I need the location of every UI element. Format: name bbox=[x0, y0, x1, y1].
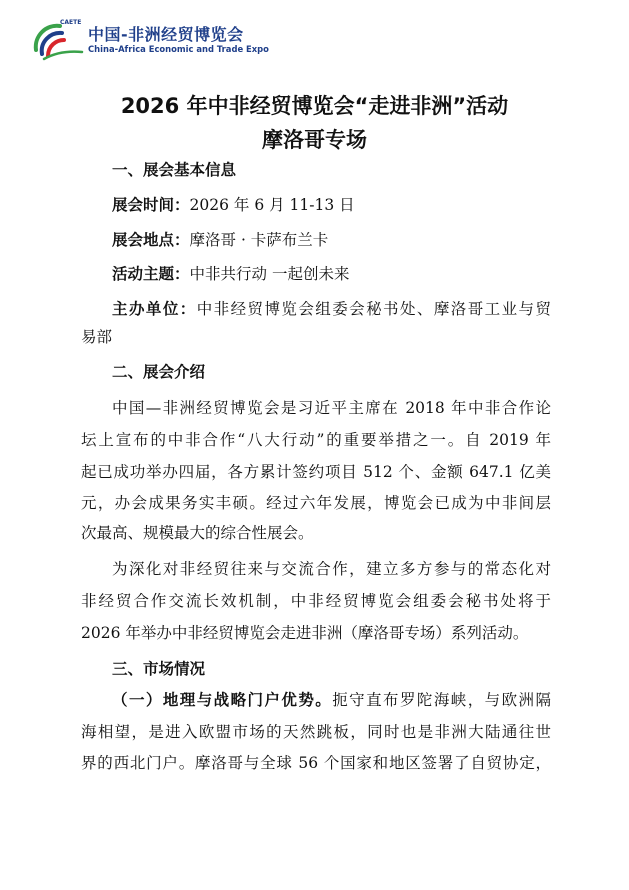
page-title: 2026 年中非经贸博览会“走进非洲”活动 bbox=[120, 94, 509, 118]
section-heading-market: 三、市场情况 bbox=[112, 660, 206, 678]
paragraph-line: 非经贸合作交流长效机制，中非经贸博览会组委会秘书处将于 bbox=[81, 592, 551, 610]
info-label: 主办单位： bbox=[112, 300, 197, 318]
paragraph-line: 坛上宣布的中非合作“八大行动”的重要举措之一。自 2019 年 bbox=[81, 431, 551, 449]
paragraph-line bbox=[112, 690, 551, 710]
info-label: 展会时间： bbox=[112, 196, 190, 214]
paragraph-line: 海相望，是进入欧盟市场的天然跳板，同时也是非洲大陆通往世 bbox=[81, 723, 551, 741]
info-value: 中非共行动 一起创未来 bbox=[189, 265, 350, 283]
info-value-continued: 易部 bbox=[81, 328, 113, 346]
paragraph-text: 扼守直布罗陀海峡，与欧洲隔 bbox=[332, 691, 551, 709]
info-label: 活动主题： bbox=[112, 265, 190, 283]
paragraph-line: 为深化对非经贸往来与交流合作，建立多方参与的常态化对 bbox=[112, 560, 551, 578]
sub-heading-geography: （一）地理与战略门户优势。 bbox=[112, 691, 333, 709]
paragraph-line: 次最高、规模最大的综合性展会。 bbox=[81, 524, 314, 542]
info-value: 2026 年 6 月 11-13 日 bbox=[189, 196, 355, 214]
info-label: 展会地点： bbox=[112, 231, 190, 249]
page-subtitle: 摩洛哥专场 bbox=[262, 128, 367, 152]
paragraph-line: 起已成功举办四届，各方累计签约项目 512 个、金额 647.1 亿美 bbox=[81, 463, 551, 481]
info-row-time bbox=[112, 195, 551, 215]
info-row-organizer bbox=[112, 299, 551, 319]
paragraph-line: 2026 年举办中非经贸博览会走进非洲（摩洛哥专场）系列活动。 bbox=[81, 624, 529, 642]
info-row-theme bbox=[112, 264, 551, 284]
paragraph-line: 中国—非洲经贸博览会是习近平主席在 2018 年中非合作论 bbox=[112, 399, 551, 417]
paragraph-line: 元，办会成果务实丰硕。经过六年发展，博览会已成为中非间层 bbox=[81, 494, 551, 512]
info-row-location bbox=[112, 230, 551, 250]
logo-badge: CAETE bbox=[60, 19, 82, 26]
section-heading-basic-info: 一、展会基本信息 bbox=[112, 161, 237, 179]
logo-name-cn: 中国-非洲经贸博览会 bbox=[88, 25, 244, 44]
logo-name-en: China-Africa Economic and Trade Expo bbox=[88, 44, 269, 54]
paragraph-line: 界的西北门户。摩洛哥与全球 56 个国家和地区签署了自贸协定， bbox=[81, 754, 551, 772]
info-value: 中非经贸博览会组委会秘书处、摩洛哥工业与贸 bbox=[196, 300, 551, 318]
info-value: 摩洛哥 · 卡萨布兰卡 bbox=[189, 231, 329, 249]
section-heading-introduction: 二、展会介绍 bbox=[112, 363, 206, 381]
expo-logo bbox=[30, 16, 269, 62]
